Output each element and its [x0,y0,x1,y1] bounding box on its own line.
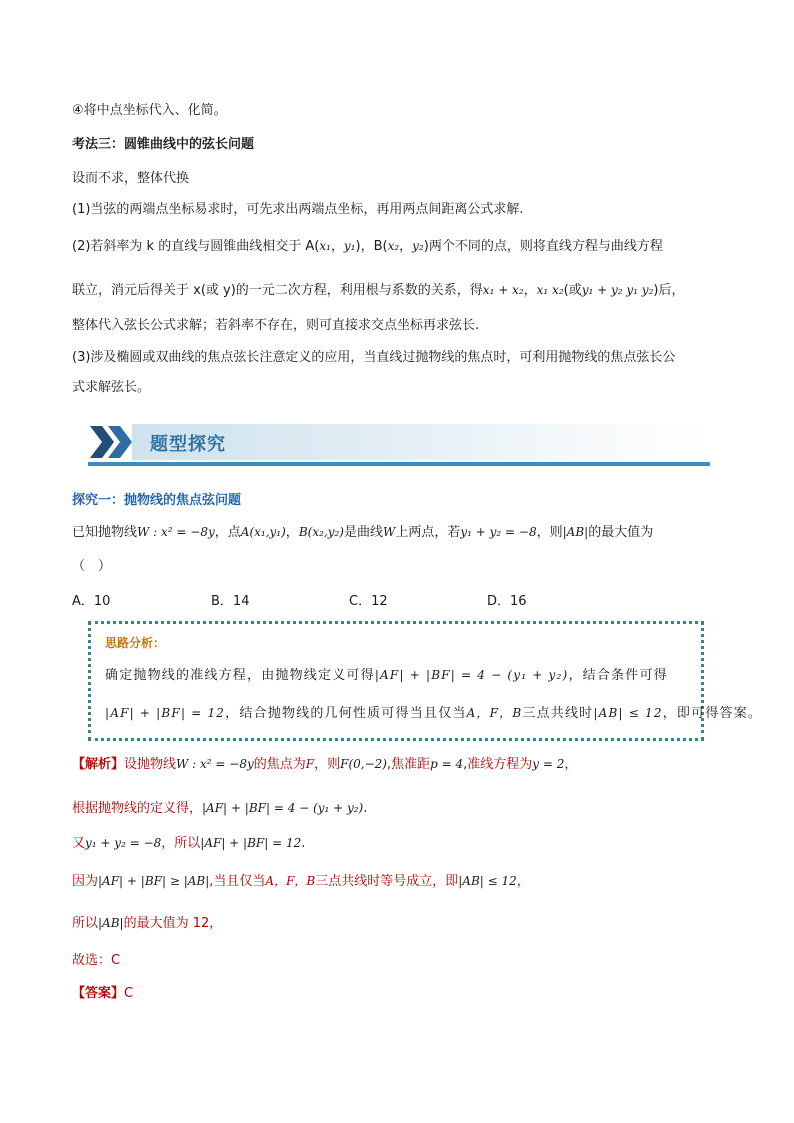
method3-p3-line2: 式求解弦长。 [72,380,151,395]
answer-paren: （ ） [72,559,112,574]
analysis-box [88,621,763,741]
method3-p3-line1: (3)涉及椭圆或双曲线的焦点弦长注意定义的应用，当直线过抛物线的焦点时，可利用抛物线的焦点弦长公 [72,350,676,365]
question-line: 已知抛物线W : x² = −8y，点A(x₁,y₁)，B(x₂,y₂)是曲线W上两点，若y₁ + y₂ = −8，则|AB|的最大值为 [72,525,654,540]
solution-line-5: 所以|AB|的最大值为 12， [72,916,223,931]
method3-title: 考法三：圆锥曲线中的弦长问题 [72,137,255,152]
solution-line-4: 因为|AF| + |BF| ≥ |AB|,当且仅当A，F，B三点共线时等号成立，即|AB| ≤ 12， [72,874,530,889]
solution-line-1: 【解析】设抛物线W : x² = −8y的焦点为F，则F(0,−2),焦准距p = 4,准线方程为y = 2， [72,757,578,772]
solution-line-3: 又y₁ + y₂ = −8，所以|AF| + |BF| = 12. [72,836,306,851]
analysis-label: 思路分析： [105,636,166,650]
analysis-line-2: |AF| + |BF| = 12，结合抛物线的几何性质可得当且仅当A，F，B三点共线时|AB| ≤ 12，即可得答案。 [105,706,763,721]
solution-tag: 【解析】 [72,757,125,772]
method3-p2-line3: 整体代入弦长公式求解；若斜率不存在，则可直接求交点坐标再求弦长. [72,318,480,333]
section-banner [88,420,710,468]
answer-options [72,590,632,610]
answer-value: C [124,986,134,1001]
solution-line-2: 根据抛物线的定义得，|AF| + |BF| = 4 − (y₁ + y₂). [72,801,368,816]
banner-title: 题型探究 [150,434,226,455]
analysis-line-1: 确定抛物线的准线方程，由抛物线定义可得|AF| + |BF| = 4 − (y₁ + y₂)，结合条件可得 [105,668,668,683]
option-c[interactable]: C．12 [349,594,388,609]
method-step-4: ④将中点坐标代入、化简。 [72,103,227,118]
method3-p2-line1: (2)若斜率为 k 的直线与圆锥曲线相交于 A(x₁，y₁)，B(x₂，y₂)两个不同的点，则将直线方程与曲线方程 [72,239,663,254]
solution-choice: 故选：C [72,953,121,968]
double-chevron-icon [88,422,136,462]
option-b[interactable]: B．14 [211,594,250,609]
option-a[interactable]: A．10 [72,594,111,609]
method3-p2-line2: 联立，消元后得关于 x(或 y)的一元二次方程，利用根与系数的关系，得x₁ + x₂，x₁ x₂(或y₁ + y₂ y₁ y₂)后， [72,283,685,298]
method3-intro: 设而不求，整体代换 [72,171,190,186]
banner-underline [88,462,710,466]
explore-title: 探究一：抛物线的焦点弦问题 [72,493,242,508]
answer-line [72,984,133,1004]
method3-p1: (1)当弦的两端点坐标易求时，可先求出两端点坐标，再用两点间距离公式求解. [72,202,524,217]
option-d[interactable]: D．16 [487,594,527,609]
answer-tag: 【答案】 [72,986,125,1001]
